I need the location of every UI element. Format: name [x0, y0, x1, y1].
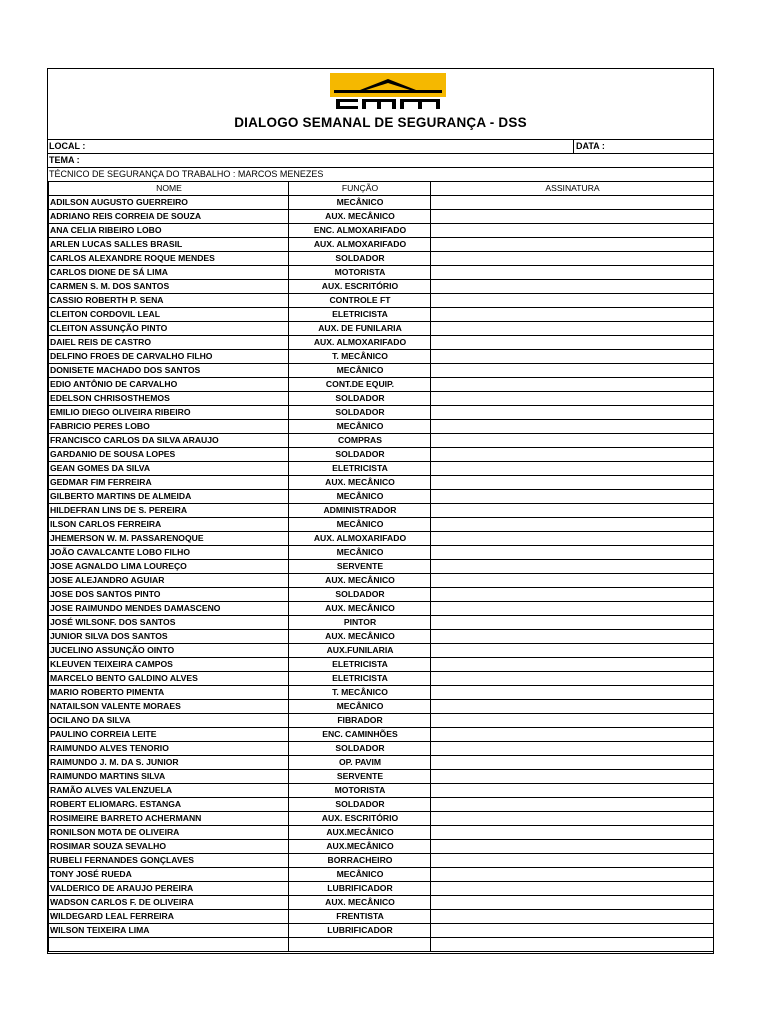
attendance-table	[48, 181, 714, 952]
table-header-row	[49, 182, 714, 196]
nome-cell: ANA CELIA RIBEIRO LOBO	[49, 224, 289, 238]
assinatura-cell[interactable]	[431, 854, 714, 868]
assinatura-cell[interactable]	[431, 294, 714, 308]
funcao-cell: ELETRICISTA	[289, 658, 431, 672]
nome-cell: MARCELO BENTO GALDINO ALVES	[49, 672, 289, 686]
funcao-cell: ENC. CAMINHÕES	[289, 728, 431, 742]
table-row	[49, 420, 714, 434]
funcao-cell	[289, 938, 431, 952]
table-row	[49, 882, 714, 896]
funcao-cell: MECÂNICO	[289, 546, 431, 560]
table-row	[49, 938, 714, 952]
assinatura-cell[interactable]	[431, 588, 714, 602]
funcao-cell: MOTORISTA	[289, 266, 431, 280]
assinatura-cell[interactable]	[431, 350, 714, 364]
table-row	[49, 364, 714, 378]
table-row	[49, 350, 714, 364]
funcao-cell: SOLDADOR	[289, 252, 431, 266]
table-row	[49, 336, 714, 350]
assinatura-cell[interactable]	[431, 728, 714, 742]
local-label: LOCAL :	[49, 141, 86, 151]
funcao-cell: AUX. ALMOXARIFADO	[289, 532, 431, 546]
assinatura-cell[interactable]	[431, 406, 714, 420]
table-row	[49, 210, 714, 224]
funcao-cell: MECÂNICO	[289, 518, 431, 532]
table-row	[49, 322, 714, 336]
nome-cell: WADSON CARLOS F. DE OLIVEIRA	[49, 896, 289, 910]
assinatura-cell[interactable]	[431, 658, 714, 672]
assinatura-cell[interactable]	[431, 630, 714, 644]
funcao-cell: AUX. MECÂNICO	[289, 476, 431, 490]
assinatura-cell[interactable]	[431, 252, 714, 266]
table-row	[49, 700, 714, 714]
funcao-cell: SOLDADOR	[289, 406, 431, 420]
nome-cell: CARLOS DIONE DE SÁ LIMA	[49, 266, 289, 280]
assinatura-cell[interactable]	[431, 882, 714, 896]
nome-cell: TONY JOSÉ RUEDA	[49, 868, 289, 882]
funcao-cell: SOLDADOR	[289, 742, 431, 756]
nome-cell: ILSON CARLOS FERREIRA	[49, 518, 289, 532]
assinatura-cell[interactable]	[431, 602, 714, 616]
funcao-cell: ENC. ALMOXARIFADO	[289, 224, 431, 238]
assinatura-cell[interactable]	[431, 378, 714, 392]
funcao-cell: AUX. ESCRITÓRIO	[289, 280, 431, 294]
nome-cell: RONILSON MOTA DE OLIVEIRA	[49, 826, 289, 840]
assinatura-cell[interactable]	[431, 448, 714, 462]
nome-cell: VALDERICO DE ARAUJO PEREIRA	[49, 882, 289, 896]
table-row	[49, 504, 714, 518]
funcao-cell: AUX.MECÂNICO	[289, 840, 431, 854]
assinatura-cell[interactable]	[431, 616, 714, 630]
funcao-cell: AUX. MECÂNICO	[289, 630, 431, 644]
assinatura-cell[interactable]	[431, 420, 714, 434]
assinatura-cell[interactable]	[431, 938, 714, 952]
table-row	[49, 798, 714, 812]
funcao-cell: PINTOR	[289, 616, 431, 630]
col-header-assinatura: ASSINATURA	[431, 182, 714, 196]
nome-cell: KLEUVEN TEIXEIRA CAMPOS	[49, 658, 289, 672]
assinatura-cell[interactable]	[431, 364, 714, 378]
table-row	[49, 588, 714, 602]
nome-cell: DAIEL REIS DE CASTRO	[49, 336, 289, 350]
funcao-cell: AUX. MECÂNICO	[289, 602, 431, 616]
funcao-cell: OP. PAVIM	[289, 756, 431, 770]
data-label: DATA :	[576, 141, 605, 151]
table-row	[49, 784, 714, 798]
funcao-cell: ADMINISTRADOR	[289, 504, 431, 518]
funcao-cell: ELETRICISTA	[289, 462, 431, 476]
assinatura-cell[interactable]	[431, 826, 714, 840]
table-row	[49, 574, 714, 588]
table-row	[49, 308, 714, 322]
table-row	[49, 266, 714, 280]
table-row	[49, 392, 714, 406]
funcao-cell: AUX. MECÂNICO	[289, 574, 431, 588]
funcao-cell: FIBRADOR	[289, 714, 431, 728]
funcao-cell: MECÂNICO	[289, 490, 431, 504]
nome-cell: EDIO ANTÔNIO DE CARVALHO	[49, 378, 289, 392]
table-row	[49, 672, 714, 686]
nome-cell: JUNIOR SILVA DOS SANTOS	[49, 630, 289, 644]
assinatura-cell[interactable]	[431, 518, 714, 532]
page-title: DIALOGO SEMANAL DE SEGURANÇA - DSS	[234, 115, 527, 130]
table-row	[49, 910, 714, 924]
nome-cell: GILBERTO MARTINS DE ALMEIDA	[49, 490, 289, 504]
assinatura-cell[interactable]	[431, 266, 714, 280]
table-row	[49, 476, 714, 490]
tema-row	[48, 153, 713, 167]
nome-cell: GARDANIO DE SOUSA LOPES	[49, 448, 289, 462]
table-row	[49, 658, 714, 672]
assinatura-cell[interactable]	[431, 392, 714, 406]
assinatura-cell[interactable]	[431, 714, 714, 728]
nome-cell: WILDEGARD LEAL FERREIRA	[49, 910, 289, 924]
table-row	[49, 630, 714, 644]
assinatura-cell[interactable]	[431, 756, 714, 770]
nome-cell: ADRIANO REIS CORREIA DE SOUZA	[49, 210, 289, 224]
nome-cell: JOSÉ WILSONF. DOS SANTOS	[49, 616, 289, 630]
nome-cell: ADILSON AUGUSTO GUERREIRO	[49, 196, 289, 210]
assinatura-cell[interactable]	[431, 672, 714, 686]
table-row	[49, 644, 714, 658]
table-row	[49, 224, 714, 238]
assinatura-cell[interactable]	[431, 490, 714, 504]
table-row	[49, 714, 714, 728]
assinatura-cell[interactable]	[431, 238, 714, 252]
assinatura-cell[interactable]	[431, 224, 714, 238]
assinatura-cell[interactable]	[431, 574, 714, 588]
nome-cell: JOSE RAIMUNDO MENDES DAMASCENO	[49, 602, 289, 616]
tecnico-row	[48, 167, 713, 181]
nome-cell: ARLEN LUCAS SALLES BRASIL	[49, 238, 289, 252]
nome-cell: JHEMERSON W. M. PASSARENOQUE	[49, 532, 289, 546]
table-row	[49, 378, 714, 392]
assinatura-cell[interactable]	[431, 210, 714, 224]
assinatura-cell[interactable]	[431, 644, 714, 658]
assinatura-cell[interactable]	[431, 840, 714, 854]
nome-cell: RAIMUNDO J. M. DA S. JUNIOR	[49, 756, 289, 770]
table-row	[49, 854, 714, 868]
table-row	[49, 602, 714, 616]
assinatura-cell[interactable]	[431, 924, 714, 938]
assinatura-cell[interactable]	[431, 868, 714, 882]
funcao-cell: FRENTISTA	[289, 910, 431, 924]
table-row	[49, 826, 714, 840]
assinatura-cell[interactable]	[431, 196, 714, 210]
nome-cell	[49, 938, 289, 952]
table-row	[49, 280, 714, 294]
funcao-cell: ELETRICISTA	[289, 672, 431, 686]
table-row	[49, 238, 714, 252]
nome-cell: EMILIO DIEGO OLIVEIRA RIBEIRO	[49, 406, 289, 420]
nome-cell: NATAILSON VALENTE MORAES	[49, 700, 289, 714]
funcao-cell: SOLDADOR	[289, 448, 431, 462]
funcao-cell: AUX.MECÂNICO	[289, 826, 431, 840]
table-row	[49, 196, 714, 210]
funcao-cell: SOLDADOR	[289, 392, 431, 406]
assinatura-cell[interactable]	[431, 476, 714, 490]
assinatura-cell[interactable]	[431, 462, 714, 476]
nome-cell: RAIMUNDO MARTINS SILVA	[49, 770, 289, 784]
nome-cell: JUCELINO ASSUNÇÃO OINTO	[49, 644, 289, 658]
nome-cell: ROSIMAR SOUZA SEVALHO	[49, 840, 289, 854]
funcao-cell: SERVENTE	[289, 770, 431, 784]
assinatura-cell[interactable]	[431, 742, 714, 756]
assinatura-cell[interactable]	[431, 434, 714, 448]
table-row	[49, 742, 714, 756]
nome-cell: GEAN GOMES DA SILVA	[49, 462, 289, 476]
table-row	[49, 532, 714, 546]
table-row	[49, 812, 714, 826]
nome-cell: JOSE AGNALDO LIMA LOUREÇO	[49, 560, 289, 574]
nome-cell: ROBERT ELIOMARG. ESTANGA	[49, 798, 289, 812]
col-header-funcao: FUNÇÃO	[289, 182, 431, 196]
table-row	[49, 406, 714, 420]
logo-area	[48, 69, 713, 111]
dss-sheet	[47, 68, 714, 954]
table-row	[49, 448, 714, 462]
table-row	[49, 252, 714, 266]
table-row	[49, 560, 714, 574]
assinatura-cell[interactable]	[431, 504, 714, 518]
table-row	[49, 686, 714, 700]
funcao-cell: SOLDADOR	[289, 588, 431, 602]
table-row	[49, 756, 714, 770]
nome-cell: JOSE DOS SANTOS PINTO	[49, 588, 289, 602]
funcao-cell: AUX.FUNILARIA	[289, 644, 431, 658]
funcao-cell: T. MECÂNICO	[289, 686, 431, 700]
assinatura-cell[interactable]	[431, 784, 714, 798]
funcao-cell: SERVENTE	[289, 560, 431, 574]
assinatura-cell[interactable]	[431, 700, 714, 714]
tecnico-label: TÉCNICO DE SEGURANÇA DO TRABALHO : MARCOS MENEZES	[49, 169, 324, 179]
assinatura-cell[interactable]	[431, 770, 714, 784]
table-row	[49, 616, 714, 630]
nome-cell: RUBELI FERNANDES GONÇLAVES	[49, 854, 289, 868]
funcao-cell: ELETRICISTA	[289, 308, 431, 322]
funcao-cell: AUX. MECÂNICO	[289, 896, 431, 910]
funcao-cell: MECÂNICO	[289, 196, 431, 210]
nome-cell: FRANCISCO CARLOS DA SILVA ARAUJO	[49, 434, 289, 448]
funcao-cell: MECÂNICO	[289, 868, 431, 882]
nome-cell: EDELSON CHRISOSTHEMOS	[49, 392, 289, 406]
funcao-cell: MOTORISTA	[289, 784, 431, 798]
assinatura-cell[interactable]	[431, 812, 714, 826]
funcao-cell: T. MECÂNICO	[289, 350, 431, 364]
nome-cell: CARMEN S. M. DOS SANTOS	[49, 280, 289, 294]
table-row	[49, 518, 714, 532]
col-header-nome: NOME	[49, 182, 289, 196]
nome-cell: CARLOS ALEXANDRE ROQUE MENDES	[49, 252, 289, 266]
nome-cell: JOÃO CAVALCANTE LOBO FILHO	[49, 546, 289, 560]
funcao-cell: AUX. ALMOXARIFADO	[289, 336, 431, 350]
assinatura-cell[interactable]	[431, 280, 714, 294]
assinatura-cell[interactable]	[431, 322, 714, 336]
funcao-cell: CONT.DE EQUIP.	[289, 378, 431, 392]
funcao-cell: CONTROLE FT	[289, 294, 431, 308]
nome-cell: GEDMAR FIM FERREIRA	[49, 476, 289, 490]
tema-label: TEMA :	[49, 155, 80, 165]
table-row	[49, 294, 714, 308]
nome-cell: WILSON TEIXEIRA LIMA	[49, 924, 289, 938]
table-row	[49, 728, 714, 742]
funcao-cell: AUX. ALMOXARIFADO	[289, 238, 431, 252]
funcao-cell: LUBRIFICADOR	[289, 882, 431, 896]
funcao-cell: MECÂNICO	[289, 420, 431, 434]
nome-cell: DELFINO FROES DE CARVALHO FILHO	[49, 350, 289, 364]
nome-cell: CASSIO ROBERTH P. SENA	[49, 294, 289, 308]
nome-cell: MARIO ROBERTO PIMENTA	[49, 686, 289, 700]
nome-cell: JOSE ALEJANDRO AGUIAR	[49, 574, 289, 588]
assinatura-cell[interactable]	[431, 336, 714, 350]
funcao-cell: COMPRAS	[289, 434, 431, 448]
table-row	[49, 868, 714, 882]
table-row	[49, 434, 714, 448]
funcao-cell: LUBRIFICADOR	[289, 924, 431, 938]
funcao-cell: MECÂNICO	[289, 364, 431, 378]
funcao-cell: MECÂNICO	[289, 700, 431, 714]
funcao-cell: AUX. DE FUNILARIA	[289, 322, 431, 336]
nome-cell: RAMÃO ALVES VALENZUELA	[49, 784, 289, 798]
table-row	[49, 924, 714, 938]
table-row	[49, 462, 714, 476]
nome-cell: CLEITON ASSUNÇÃO PINTO	[49, 322, 289, 336]
funcao-cell: AUX. ESCRITÓRIO	[289, 812, 431, 826]
table-row	[49, 840, 714, 854]
nome-cell: DONISETE MACHADO DOS SANTOS	[49, 364, 289, 378]
table-row	[49, 896, 714, 910]
nome-cell: PAULINO CORREIA LEITE	[49, 728, 289, 742]
table-row	[49, 770, 714, 784]
assinatura-cell[interactable]	[431, 532, 714, 546]
assinatura-cell[interactable]	[431, 798, 714, 812]
nome-cell: FABRICIO PERES LOBO	[49, 420, 289, 434]
funcao-cell: SOLDADOR	[289, 798, 431, 812]
assinatura-cell[interactable]	[431, 560, 714, 574]
table-row	[49, 490, 714, 504]
nome-cell: CLEITON CORDOVIL LEAL	[49, 308, 289, 322]
nome-cell: OCILANO DA SILVA	[49, 714, 289, 728]
assinatura-cell[interactable]	[431, 896, 714, 910]
nome-cell: ROSIMEIRE BARRETO ACHERMANN	[49, 812, 289, 826]
local-row	[48, 139, 713, 153]
table-row	[49, 546, 714, 560]
cmm-logo-icon	[330, 73, 446, 111]
assinatura-cell[interactable]	[431, 308, 714, 322]
assinatura-cell[interactable]	[431, 910, 714, 924]
nome-cell: HILDEFRAN LINS DE S. PEREIRA	[49, 504, 289, 518]
assinatura-cell[interactable]	[431, 686, 714, 700]
funcao-cell: BORRACHEIRO	[289, 854, 431, 868]
funcao-cell: AUX. MECÂNICO	[289, 210, 431, 224]
assinatura-cell[interactable]	[431, 546, 714, 560]
nome-cell: RAIMUNDO ALVES TENORIO	[49, 742, 289, 756]
